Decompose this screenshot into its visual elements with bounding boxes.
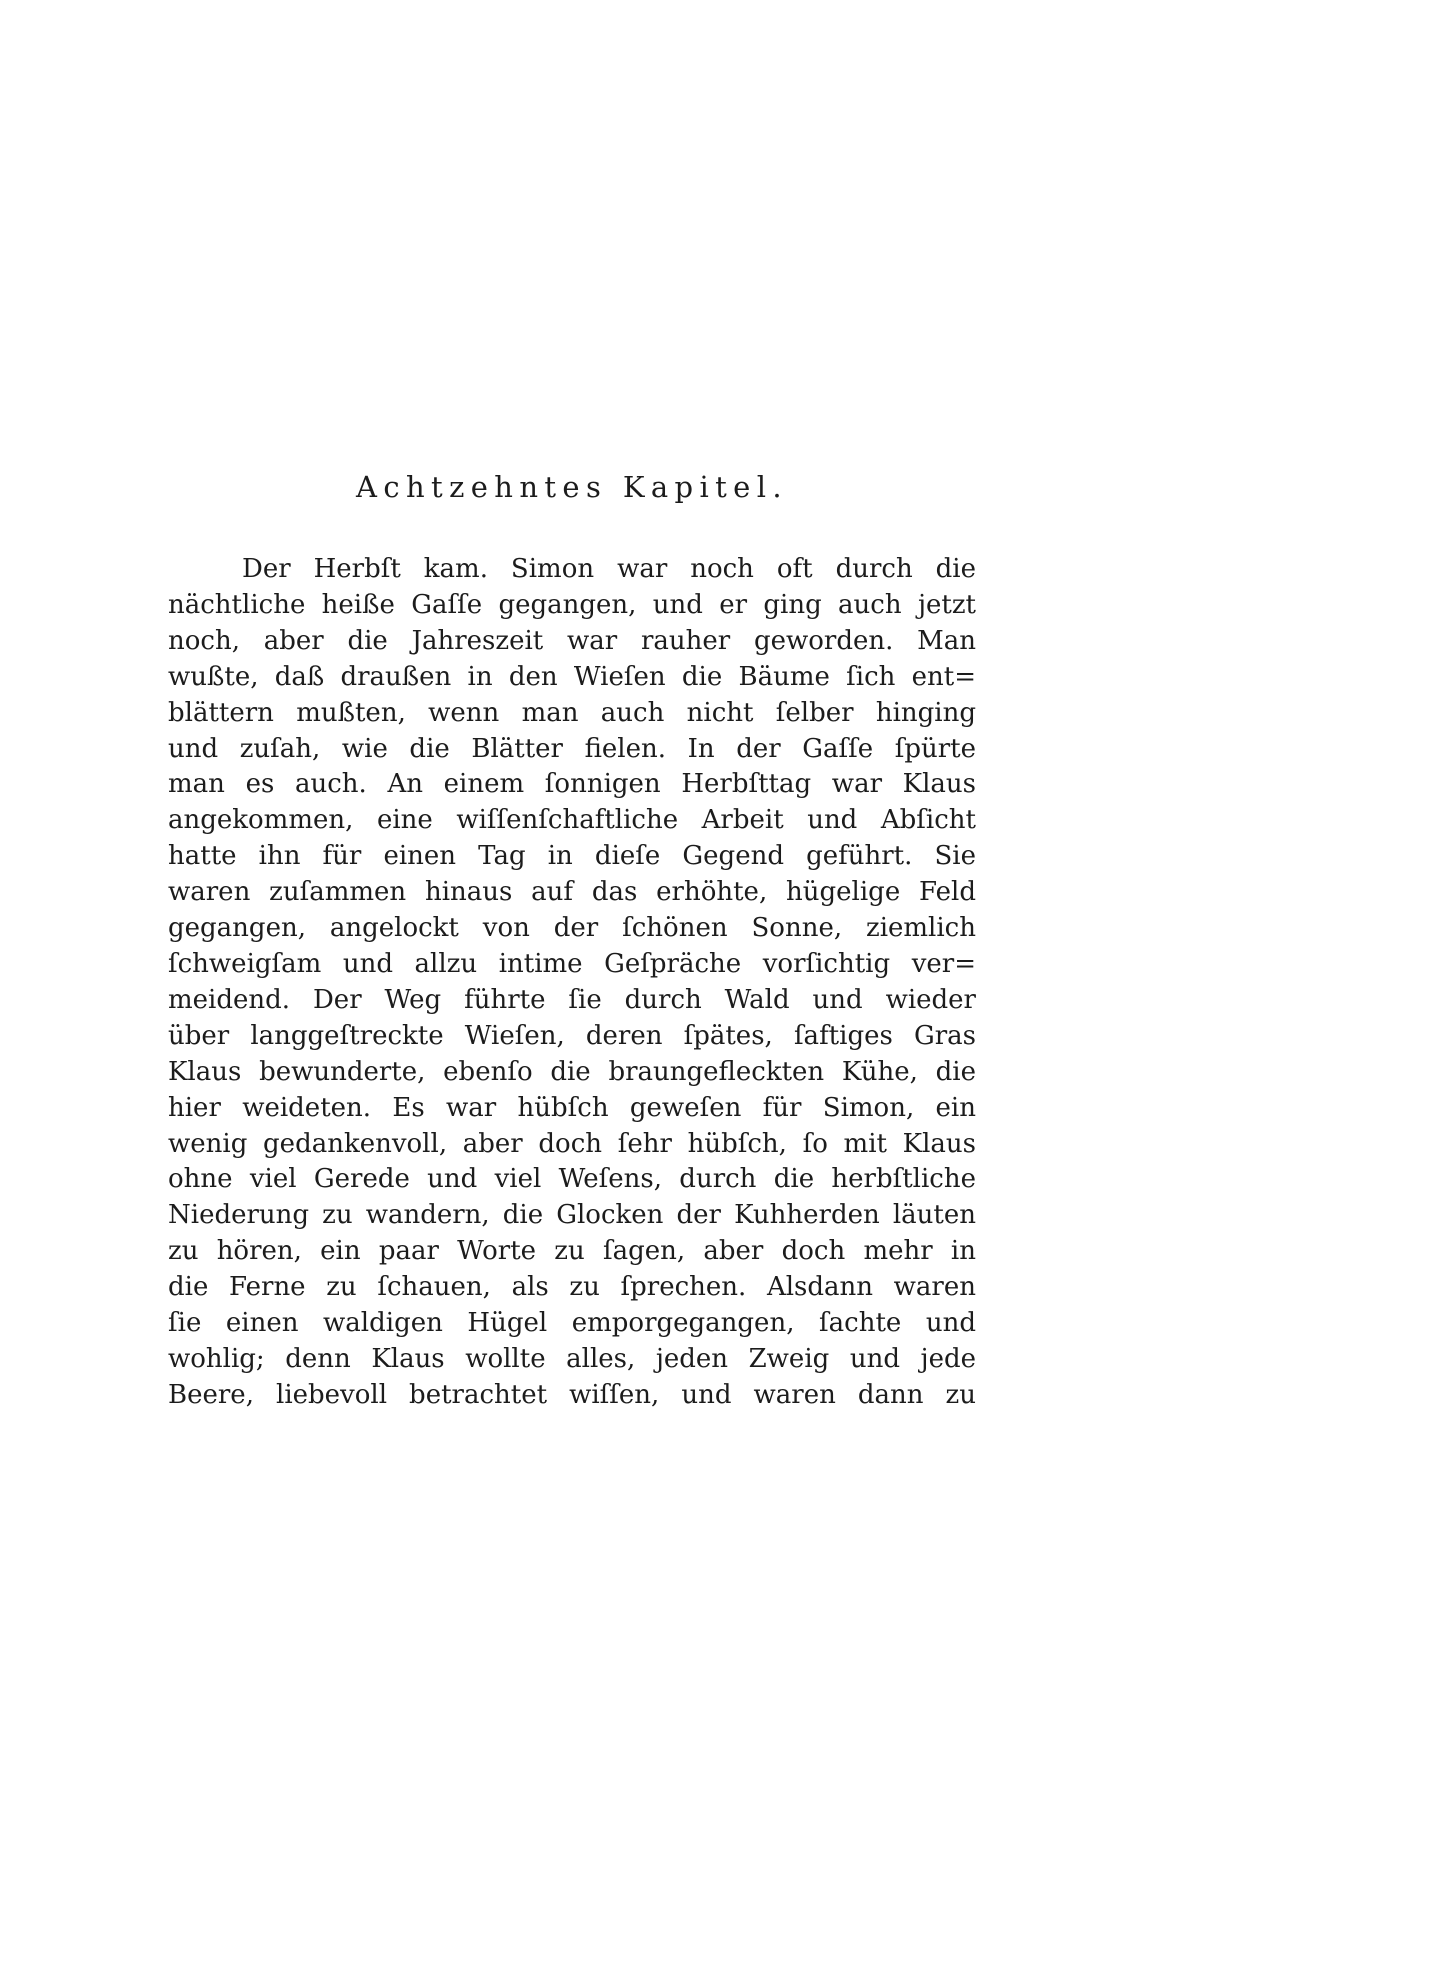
- chapter-heading: Achtzehntes Kapitel.: [356, 470, 788, 504]
- text-line: ſchweigſam und allzu intime Geſpräche vorſichtig ver=: [168, 948, 976, 979]
- text-line: zu hören, ein paar Worte zu ſagen, aber doch mehr in: [168, 1236, 976, 1267]
- text-line: nächtliche heiße Gaſſe gegangen, und er ging auch jetzt: [168, 589, 976, 620]
- text-line: Der Herbſt kam. Simon war noch oft durch die: [242, 554, 976, 584]
- text-line: wenig gedankenvoll, aber doch ſehr hübſch, ſo mit Klaus: [168, 1128, 976, 1159]
- text-line: wußte, daß draußen in den Wieſen die Bäume ſich ent=: [168, 661, 976, 692]
- text-line: waren zuſammen hinaus auf das erhöhte, hügelige Feld: [168, 877, 976, 908]
- text-line: Niederung zu wandern, die Glocken der Kuhherden läuten: [168, 1200, 976, 1231]
- text-line: man es auch. An einem ſonnigen Herbſttag war Klaus: [168, 769, 976, 800]
- text-line: noch, aber die Jahreszeit war rauher geworden. Man: [168, 625, 976, 656]
- text-line: die Ferne zu ſchauen, als zu ſprechen. Alsdann waren: [168, 1272, 976, 1303]
- body-paragraph: [168, 552, 976, 1414]
- text-line: hatte ihn für einen Tag in dieſe Gegend geführt. Sie: [168, 841, 976, 872]
- text-line: über langgeſtreckte Wieſen, deren ſpätes, ſaftiges Gras: [168, 1020, 976, 1051]
- text-line: hier weideten. Es war hübſch geweſen für Simon, ein: [168, 1092, 976, 1123]
- text-line: meidend. Der Weg führte ſie durch Wald und wieder: [168, 984, 976, 1015]
- text-line: ſie einen waldigen Hügel emporgegangen, ſachte und: [168, 1308, 976, 1339]
- text-block: [168, 470, 976, 1414]
- text-line: Klaus bewunderte, ebenſo die braungefleckten Kühe, die: [168, 1056, 976, 1087]
- text-line: ohne viel Gerede und viel Weſens, durch die herbſtliche: [168, 1164, 976, 1195]
- text-line: angekommen, eine wiſſenſchaftliche Arbeit und Abſicht: [168, 805, 976, 836]
- text-line: und zuſah, wie die Blätter fielen. In der Gaſſe ſpürte: [168, 733, 976, 764]
- text-line: Beere, liebevoll betrachtet wiſſen, und waren dann zu: [168, 1379, 976, 1410]
- text-line: wohlig; denn Klaus wollte alles, jeden Zweig und jede: [168, 1343, 976, 1374]
- text-line: gegangen, angelockt von der ſchönen Sonne, ziemlich: [168, 913, 976, 944]
- text-line: blättern mußten, wenn man auch nicht ſelber hinging: [168, 697, 976, 728]
